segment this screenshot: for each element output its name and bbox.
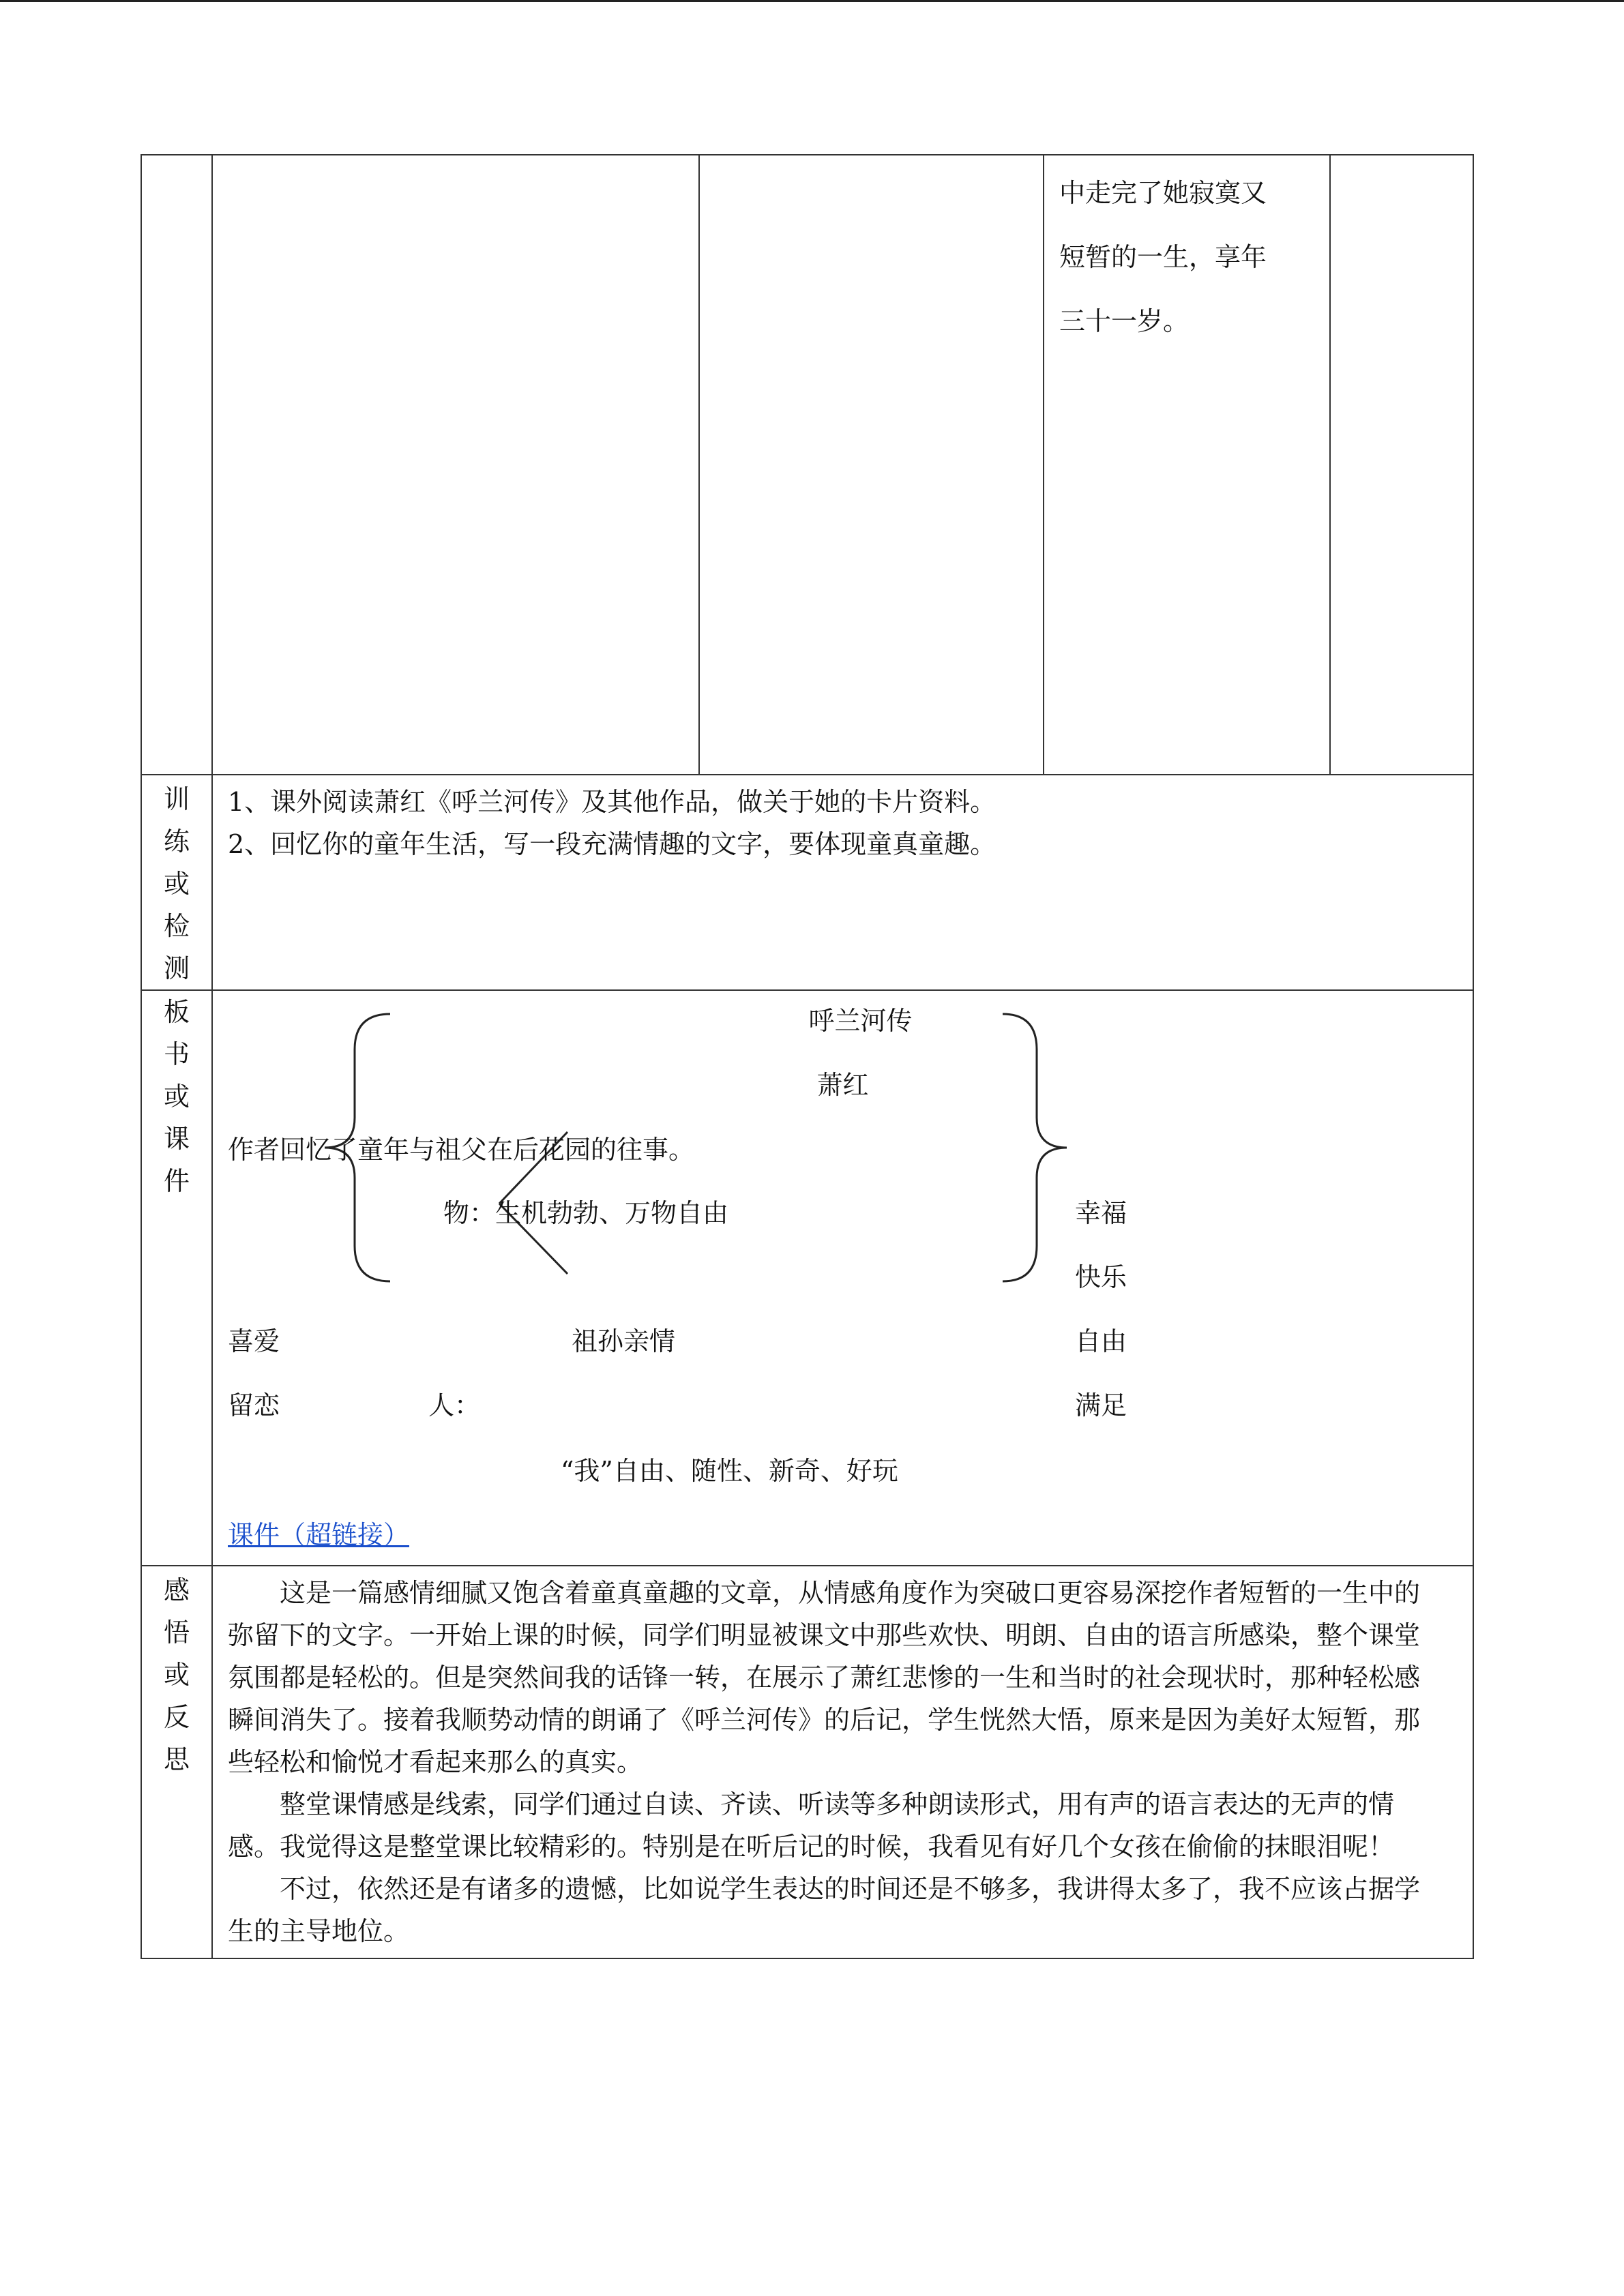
branch-bottom-text: “我”自由、随性、新奇、好玩 <box>561 1456 898 1486</box>
training-label-cell <box>141 775 212 990</box>
reflection-content-cell <box>212 1566 1473 1958</box>
reflection-paragraph: 整堂课情感是线索，同学们通过自读、齐读、听读等多种朗读形式，用有声的语言表达的无声的情感。我觉得这是整堂课比较精彩的。特别是在听后记的时候，我看见有好几个女孩在偷偷的抹眼泪呢！ <box>228 1789 1395 1862</box>
right-term: 快乐 <box>1075 1262 1127 1292</box>
board-label-cell <box>141 990 212 1566</box>
thing-line: 物：生机勃勃、万物自由 <box>443 1198 729 1228</box>
label-char: 或 <box>163 1082 190 1112</box>
people-label: 人： <box>428 1390 481 1420</box>
board-summary: 作者回忆了童年与祖父在后花园的往事。 <box>228 1135 695 1165</box>
left-term: 喜爱 <box>228 1326 280 1356</box>
training-item: 2、回忆你的童年生活，写一段充满情趣的文字，要体现童真童趣。 <box>228 829 996 859</box>
board-row <box>141 990 1473 1566</box>
event-line: 短暂的一生，享年 <box>1059 242 1267 272</box>
training-content-cell <box>212 775 1473 990</box>
reflection-row <box>141 1566 1473 1958</box>
label-char: 检 <box>163 911 190 941</box>
event-line: 中走完了她寂寞又 <box>1059 178 1267 208</box>
label-char: 书 <box>163 1039 190 1069</box>
event-line: 三十一岁。 <box>1059 306 1190 336</box>
courseware-link[interactable]: 课件（超链接） <box>228 1520 410 1550</box>
reflection-label-cell <box>141 1566 212 1958</box>
board-diagram <box>213 991 1473 1561</box>
training-list <box>213 775 1473 865</box>
lesson-plan-table <box>141 154 1474 1959</box>
label-char: 测 <box>163 953 190 983</box>
reflection-paragraph: 这是一篇感情细腻又饱含着童真童趣的文章，从情感角度作为突破口更容易深挖作者短暂的一生中的弥留下的文字。一开始上课的时候，同学们明显被课文中那些欢快、明朗、自由的语言所感染，整个课堂氛围都是轻松的。但是突然间我的话锋一转，在展示了萧红悲惨的一生和当时的社会现状时，那种轻松感瞬间消失了。接着我顺势动情的朗诵了《呼兰河传》的后记，学生恍然大悟，原来是因为美好太短暂，那些轻松和愉悦才看起来那么的真实。 <box>228 1578 1421 1777</box>
label-char: 悟 <box>163 1617 190 1648</box>
label-char: 练 <box>163 826 190 856</box>
event-cell <box>1044 155 1330 775</box>
board-label <box>142 991 211 1202</box>
training-row <box>141 775 1473 990</box>
right-brace <box>1003 1014 1067 1281</box>
label-char: 课 <box>163 1124 190 1154</box>
training-label <box>142 775 211 989</box>
reflection-label <box>142 1566 211 1780</box>
reflection-text <box>213 1566 1473 1958</box>
label-char: 思 <box>163 1744 190 1774</box>
right-term: 满足 <box>1075 1390 1127 1420</box>
activity-cell-empty <box>699 155 1044 775</box>
continued-procedure-row <box>141 155 1473 775</box>
notes-cell-empty <box>1330 155 1473 775</box>
board-title: 呼兰河传 <box>808 1006 913 1036</box>
right-term: 自由 <box>1075 1326 1127 1356</box>
right-term: 幸福 <box>1075 1198 1127 1228</box>
branch-top-text: 祖孙亲情 <box>572 1326 676 1356</box>
left-term: 留恋 <box>228 1390 280 1420</box>
board-content-cell <box>212 990 1473 1566</box>
label-char: 感 <box>163 1575 190 1605</box>
content-cell-empty <box>212 155 699 775</box>
training-item: 1、课外阅读萧红《呼兰河传》及其他作品，做关于她的卡片资料。 <box>228 787 996 817</box>
label-char: 板 <box>163 997 190 1027</box>
label-char: 训 <box>163 784 190 814</box>
label-char: 或 <box>163 869 190 899</box>
label-cell-empty <box>141 155 212 775</box>
label-char: 反 <box>163 1702 190 1732</box>
event-text <box>1044 155 1329 353</box>
label-char: 件 <box>163 1166 190 1196</box>
board-author: 萧红 <box>816 1070 869 1100</box>
label-char: 或 <box>163 1660 190 1690</box>
reflection-paragraph: 不过，依然还是有诸多的遗憾，比如说学生表达的时间还是不够多，我讲得太多了，我不应该占据学生的主导地位。 <box>228 1874 1421 1946</box>
